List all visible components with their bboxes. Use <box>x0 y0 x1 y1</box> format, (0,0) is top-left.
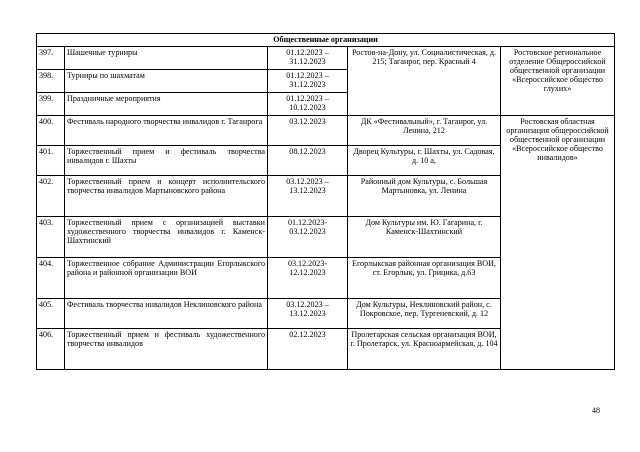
event-name: Торжественный прием и концерт исполнительского творчества инвалидов Мартыновского района <box>65 176 268 217</box>
event-dates: 03.12.2023- 12.12.2023 <box>268 258 348 299</box>
event-name: Торжественный прием и фестиваль художественного творчества инвалидов <box>65 329 268 370</box>
event-name: Фестиваль народного творчества инвалидов г. Таганрога <box>65 116 268 146</box>
row-number: 403. <box>37 217 65 258</box>
row-number: 406. <box>37 329 65 370</box>
event-name: Фестиваль творчества инвалидов Неклиновского района <box>65 299 268 329</box>
table-row <box>37 116 615 146</box>
row-number: 398. <box>37 70 65 93</box>
event-dates: 01.12.2023 – 10.12.2023 <box>268 93 348 116</box>
event-dates: 01.12.2023- 03.12.2023 <box>268 217 348 258</box>
event-place: Районный дом Культуры, с. Большая Мартыновка, ул. Ленина <box>348 176 501 217</box>
event-name: Турниры по шахматам <box>65 70 268 93</box>
row-number: 405. <box>37 299 65 329</box>
event-place: Пролетарская сельская организация ВОИ, г. Пролетарск, ул. Красноармейская, д. 104 <box>348 329 501 370</box>
row-number: 402. <box>37 176 65 217</box>
event-place: Дворец Культуры, г. Шахты, ул. Садовая, д. 10 а, <box>348 146 501 176</box>
event-place: Дом Культуры, Неклиновский район, с. Покровское, пер. Тургеневский, д. 12 <box>348 299 501 329</box>
event-dates: 08.12.2023 <box>268 146 348 176</box>
event-name: Торжественный прием и фестиваль творчества инвалидов г. Шахты <box>65 146 268 176</box>
event-place: Егорлыкская районная организация ВОИ, ст. Егорлык, ул. Грицика, д.63 <box>348 258 501 299</box>
row-number: 400. <box>37 116 65 146</box>
row-number: 404. <box>37 258 65 299</box>
page-number: 48 <box>592 406 600 415</box>
event-dates: 01.12.2023 – 31.12.2023 <box>268 70 348 93</box>
event-place: Дом Культуры им. Ю. Гагарина, г. Каменск-Шахтинский <box>348 217 501 258</box>
section-header-row <box>37 34 615 47</box>
event-dates: 02.12.2023 <box>268 329 348 370</box>
row-number: 399. <box>37 93 65 116</box>
event-dates: 03.12.2023 <box>268 116 348 146</box>
event-name: Шашечные турниры <box>65 47 268 70</box>
event-place: Ростов-на-Дону, ул. Социалистическая, д. 215; Таганрог, пер. Красный 4 <box>348 47 501 116</box>
table-row <box>37 47 615 70</box>
event-dates: 03.12.2023 – 13.12.2023 <box>268 176 348 217</box>
section-title: Общественные организации <box>37 34 615 47</box>
row-number: 397. <box>37 47 65 70</box>
organizer: Ростовское региональное отделение Общероссийской общественной организации «Всероссийское общество глухих» <box>501 47 615 116</box>
event-dates: 01.12.2023 – 31.12.2023 <box>268 47 348 70</box>
event-place: ДК «Фестивальный», г. Таганрог, ул. Ленина, 212 <box>348 116 501 146</box>
events-table <box>36 33 615 370</box>
event-dates: 03.12.2023 – 13.12.2023 <box>268 299 348 329</box>
event-name: Торжественное собрание Администрации Егорлыкского района и районной организации ВОИ <box>65 258 268 299</box>
event-name: Торжественный прием с организацией выставки художественного творчества инвалидов г. Каменск-Шахтинский <box>65 217 268 258</box>
event-name: Праздничные мероприятия <box>65 93 268 116</box>
organizer: Ростовская областная организация общероссийской общественной организации «Всероссийское общество инвалидов» <box>501 116 615 370</box>
row-number: 401. <box>37 146 65 176</box>
